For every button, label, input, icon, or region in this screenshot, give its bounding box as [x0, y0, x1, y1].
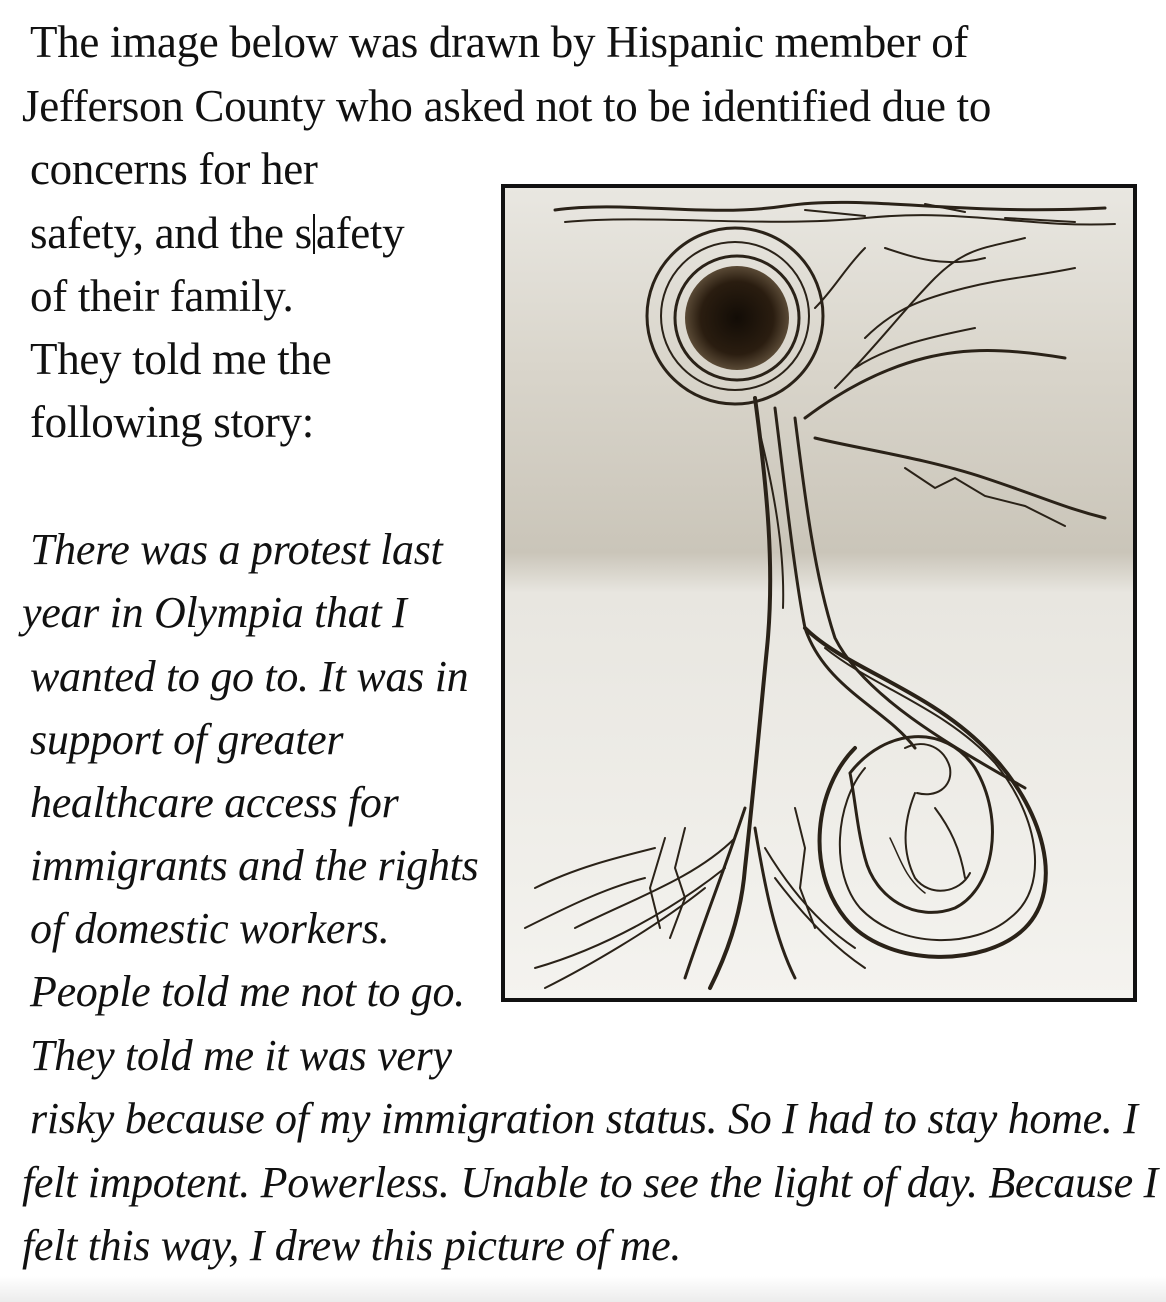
intro-line-4-part-a: safety, and the s [30, 208, 312, 258]
intro-line-1: The image below was drawn by Hispanic member of [30, 17, 969, 67]
story-line-2: year in Olympia that I [22, 588, 407, 637]
tree-drawing-image[interactable] [501, 184, 1137, 1002]
story-line-1: There was a protest last [30, 525, 443, 574]
dark-sun [685, 266, 789, 370]
intro-line-7: following story: [30, 397, 314, 447]
intro-line-6: They told me the [30, 334, 332, 384]
intro-line-3: concerns for her [30, 144, 318, 194]
paper-background [505, 188, 1133, 998]
story-line-8: People told me not to go. [30, 967, 465, 1016]
page-bottom-edge [0, 1276, 1166, 1302]
story-line-9: They told me it was very [30, 1031, 452, 1080]
story-line-5: healthcare access for [30, 778, 399, 827]
intro-line-2: Jefferson County who asked not to be identified due to [22, 81, 992, 131]
text-cursor [313, 214, 315, 254]
story-line-4: support of greater [30, 715, 344, 764]
story-line-10: risky because of my immigration status. So I had to stay home. I [30, 1094, 1138, 1143]
story-line-6: immigrants and the rights [30, 841, 479, 890]
intro-line-4-part-b: afety [315, 208, 405, 258]
intro-line-4[interactable] [30, 201, 404, 265]
intro-line-5: of their family. [30, 271, 294, 321]
story-line-7: of domestic workers. [30, 904, 390, 953]
story-line-11: felt impotent. Powerless. Unable to see the light of day. Because I [22, 1158, 1158, 1207]
tree-drawing-svg [505, 188, 1133, 998]
story-line-3: wanted to go to. It was in [30, 652, 469, 701]
story-line-12: felt this way, I drew this picture of me. [22, 1221, 682, 1270]
